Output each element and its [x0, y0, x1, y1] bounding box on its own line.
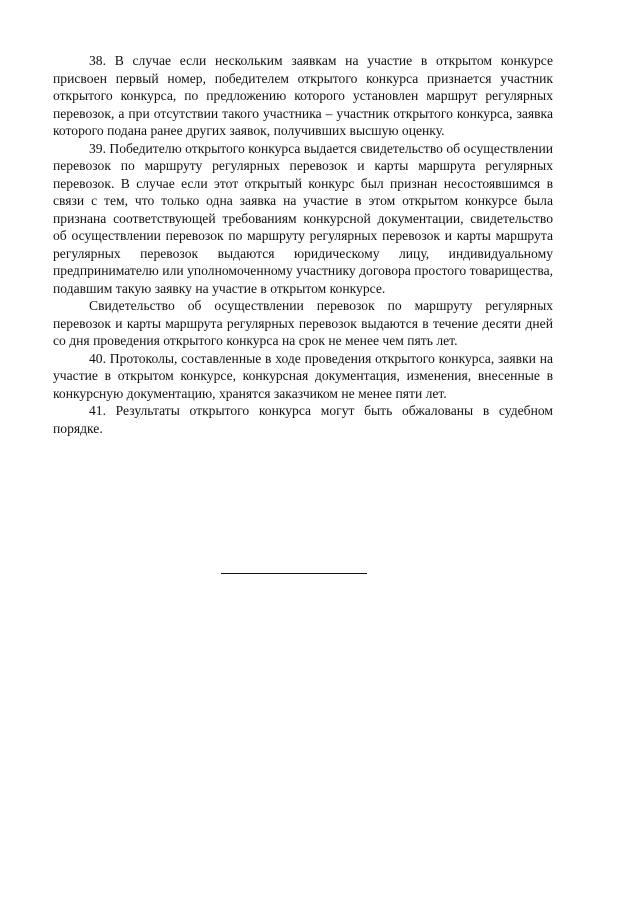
paragraph-38: 38. В случае если нескольким заявкам на участие в открытом конкурсе присвоен первый номер, победителем открытого конкурса признается участник открытого конкурса, по предложению которого установлен маршрут регулярных перевозок, а при отсутствии такого участника – участник открытого конкурса, заявка которого подана ранее других заявок, получивших высшую оценку. — [53, 53, 553, 138]
end-divider-line — [221, 573, 367, 574]
document-body — [53, 52, 553, 437]
paragraph-39: 39. Победителю открытого конкурса выдается свидетельство об осуществлении перевозок по маршруту регулярных перевозок и карты маршрута регулярных перевозок. В случае если этот открытый конкурс был признан несостоявшимся в связи с тем, что только одна заявка на участие в этом открытом конкурсе была признана соответствующей требованиям конкурсной документации, свидетельство об осуществлении перевозок по маршруту регулярных перевозок и карты маршрута регулярных перевозок выдаются юридическому лицу, индивидуальному предпринимателю или уполномоченному участнику договора простого товарищества, подавшим такую заявку на участие в открытом конкурсе. — [53, 140, 553, 296]
paragraph-41: 41. Результаты открытого конкурса могут быть обжалованы в судебном порядке. — [53, 403, 553, 436]
paragraph-40: 40. Протоколы, составленные в ходе проведения открытого конкурса, заявки на участие в открытом конкурсе, конкурсная документация, изменения, внесенные в конкурсную документацию, хранятся заказчиком не менее пяти лет. — [53, 350, 553, 401]
paragraph-39-certificate: Свидетельство об осуществлении перевозок по маршруту регулярных перевозок и карты маршрута регулярных перевозок выдаются в течение десяти дней со дня проведения открытого конкурса на срок не менее чем пять лет. — [53, 298, 553, 348]
